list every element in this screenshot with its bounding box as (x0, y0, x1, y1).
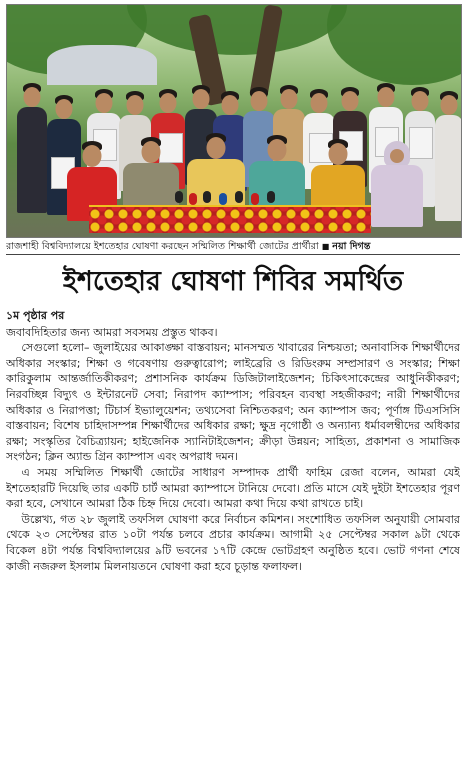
article-body (6, 308, 460, 760)
caption-separator: ■ (321, 242, 330, 251)
article-paragraph: উল্লেখ্য, গত ২৮ জুলাই তফসিল ঘোষণা করে নির্বাচন কমিশন। সংশোধিত তফসিল অনুযায়ী সোমবার থেকে ২৩ সেপ্টেম্বর রাত ১০টা পর্যন্ত চলবে প্রচার কার্যক্রম। আগামী ২৫ সেপ্টেম্বর সকাল ৯টা থেকে বিকেল ৪টা পর্যন্ত বিশ্ববিদ্যালয়ের ৯টি ভবনের ১৭টি কেন্দ্রে ভোটগ্রহণ অনুষ্ঠিত হবে। ভোট গণনা শেষে কাজী নজরুল ইসলাম মিলনায়তনে ঘোষণা করা হবে চূড়ান্ত ফলাফল। (6, 512, 460, 573)
person (17, 83, 47, 213)
microphone-icon (235, 191, 243, 203)
microphone-icon (219, 193, 227, 205)
microphone-icon (251, 193, 259, 205)
article-paragraph: এ সময় সম্মিলিত শিক্ষার্থী জোটের সাধারণ সম্পাদক প্রার্থী ফাহিম রেজা বলেন, আমরা যেই ইশতেহারটি দিয়েছি তার একটি চার্ট আমরা ক্যাম্পাসে টানিয়ে দেবো। প্রতি মাসে যেই দুইটা ইশতেহার পূরণ করা হবে, সেখানে আমরা ঠিক চিহ্ন দিয়ে দেবো। আমরা কথা দিয়ে কথা রাখতে চাই। (6, 465, 460, 511)
person (371, 141, 423, 227)
microphone-icon (189, 193, 197, 205)
microphone-icon (175, 191, 183, 203)
person (435, 91, 462, 221)
caption-text: রাজশাহী বিশ্ববিদ্যালয়ে ইশতেহার ঘোষণা করছেন সম্মিলিত শিক্ষার্থী জোটের প্রার্থীরা (6, 241, 319, 252)
photo-caption (6, 240, 460, 255)
microphone-icon (267, 191, 275, 203)
article-paragraph: জবাবদিহিতার জন্য আমরা সবসময় প্রস্তুত থাকব। (6, 325, 218, 339)
continued-from-label: ১ম পৃষ্ঠার পর (6, 309, 65, 322)
news-photo (6, 4, 462, 238)
caption-source: নয়া দিগন্ত (332, 241, 371, 252)
tent-roof (47, 45, 157, 85)
tree-canopy-right (327, 4, 462, 85)
microphone-icon (203, 191, 211, 203)
flower-decorated-table (89, 205, 371, 233)
article-paragraph: সেগুলো হলো– জুলাইয়ের আকাঙ্ক্ষা বাস্তবায়ন; মানসম্মত খাবারের নিশ্চয়তা; অনাবাসিক শিক্ষার্থীদের অধিকার সংস্কার; শিক্ষা ও গবেষণায় গুরুত্বারোপ; লাইব্রেরি ও রিডিংরুম সম্প্রসারণ ও সংস্কার; শিক্ষা কারিকুলাম আন্তর্জাতিকীকরণ; প্রশাসনিক কার্যক্রম ডিজিটালাইজেশন; চিকিৎসাকেন্দ্রের আধুনিকীকরণ; নিরবচ্ছিন্ন বিদ্যুৎ ও ইন্টারনেট সেবা; নিরাপদ ক্যাম্পাস; পরিবহন ব্যবস্থা সহজীকরণ; নারী শিক্ষার্থীদের অধিকার ও নিরাপত্তা; টিচার্স ইভ্যালুয়েশন; তথ্যসেবা নিশ্চিতকরণ; অন ক্যাম্পাস জব; পূর্ণাঙ্গ টিএসসিসি বাস্তবায়ন; বিশেষ চাহিদাসম্পন্ন শিক্ষার্থীদের অধিকার রক্ষা; ক্ষুদ্র নৃগোষ্ঠী ও অন্যান্য ধর্মাবলম্বীদের অধিকার রক্ষা; সংস্কৃতির বৈচিত্র্যায়ন; হাইজেনিক স্যানিটাইজেশন; ক্রীড়া উন্নয়ন; সাহিত্য, প্রকাশনা ও সামাজিক সংগঠন; ক্লিন অ্যান্ড গ্রিন ক্যাম্পাস এবং অপরাধ দমন। (6, 341, 460, 464)
tree-canopy-center (127, 4, 347, 55)
article-headline: ইশতেহার ঘোষণা শিবির সমর্থিত (62, 266, 404, 297)
